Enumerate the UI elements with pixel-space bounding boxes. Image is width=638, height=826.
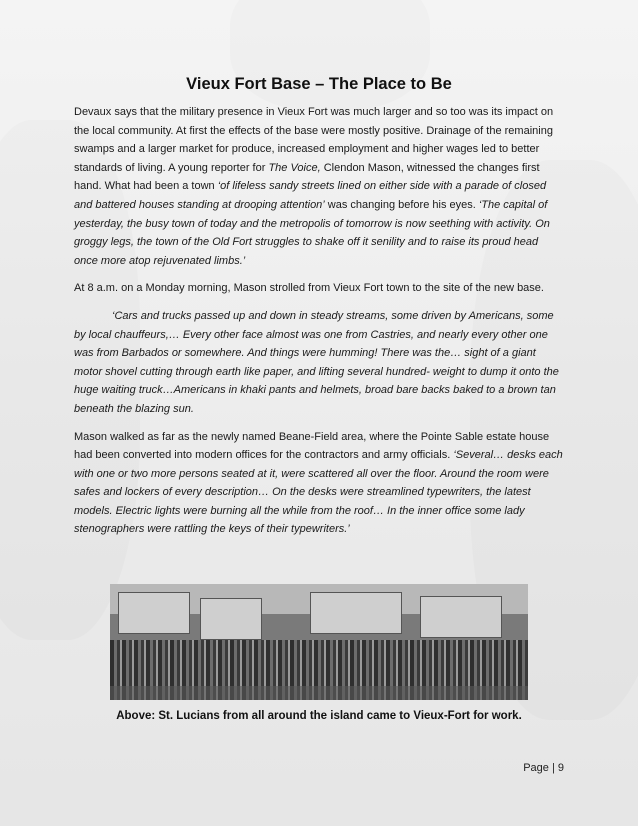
page-number: Page | 9	[523, 762, 564, 774]
paragraph-1-text: Devaux says that the military presence in Vieux Fort was much larger and so too was its impact on the local community. At first the effects of the base were mostly positive. Drainage of the remaining swamps and a larger market for produce, increased employment and higher wages led to better standards of living. A young reporter for	[74, 106, 554, 174]
page-content	[74, 74, 564, 548]
quote-2: ‘The capital of yesterday, the busy town of today and the metropolis of tomorrow is now seething with activity. On groggy legs, the town of the Old Fort struggles to shake off it senility and to raise its proud head once more atop rejuvenated limbs.’	[74, 198, 550, 267]
photo-caption: Above: St. Lucians from all around the island came to Vieux-Fort for work.	[116, 710, 522, 722]
page-title: Vieux Fort Base – The Place to Be	[186, 75, 452, 93]
newspaper-name: The Voice,	[268, 161, 321, 174]
paragraph-1	[74, 103, 564, 270]
paragraph-3-quote: ‘Cars and trucks passed up and down in steady streams, some driven by Americans, some by local chauffeurs,… Every other face almost was one from Castries, and nearly every other one was from Barbados or somewhere. And things were humming! There was the… sight of a giant motor shovel cutting through earth like paper, and lifting several hundred- weight to dump it onto the huge waiting truck…Americans in khaki pants and helmets, broad bare backs baked to a brown tan beneath the blazing sun.	[74, 309, 559, 415]
paragraph-2: At 8 a.m. on a Monday morning, Mason strolled from Vieux Fort town to the site of the new base.	[74, 282, 544, 295]
paragraph-1-text-3: was changing before his eyes.	[324, 198, 479, 211]
crowd-photo	[110, 584, 528, 700]
paragraph-4-text: Mason walked as far as the newly named Beane-Field area, where the Pointe Sable estate house had been converted into modern offices for the contractors and army officials.	[74, 430, 550, 462]
paragraph-4	[74, 428, 564, 540]
paragraph-1-text-2: Clendon Mason, witnessed the changes first hand. What had been a town	[74, 161, 540, 193]
quote-1: ‘of lifeless sandy streets lined on either side with a parade of closed and battered houses standing at drooping attention’	[74, 180, 547, 211]
quote-3: ‘Several… desks each with one or two more persons seated at it, were scattered all over the floor. Around the room were safes and lockers of every description… On the desks were streamlined typewriters, the latest models. Electric lights were burning all the while from the roof… In the inner office some lady stenographers were rattling the keys of their typewriters.’	[74, 449, 563, 536]
